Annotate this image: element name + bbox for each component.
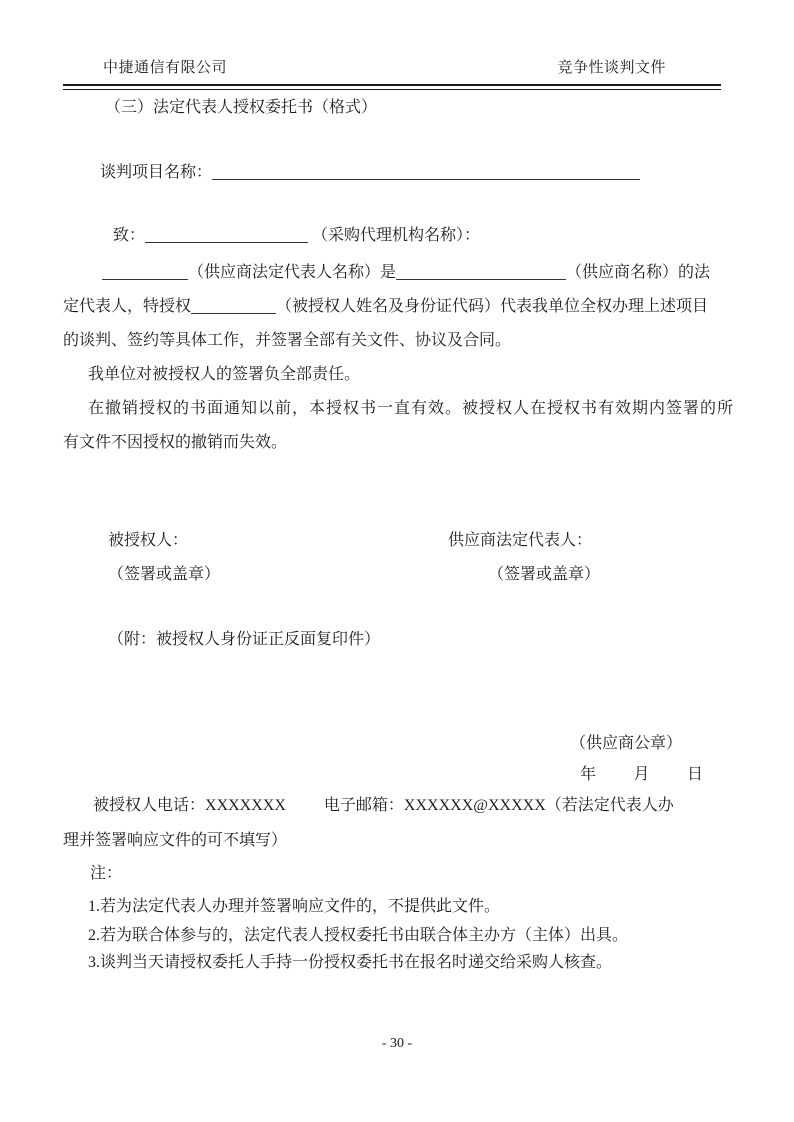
header-rule [63,84,721,90]
project-name-blank [212,163,640,180]
date-month-label: 月 [633,766,650,783]
page-number: - 30 - [381,1036,413,1051]
para1-seg2: （供应商名称）的法 [566,264,711,281]
legal-rep-name-blank [102,263,188,280]
contact-note-part1: （若法定代表人办 [545,797,674,814]
supplier-name-blank [396,263,566,280]
phone-label: 被授权人电话： [93,797,206,814]
legal-rep-label: 供应商法定代表人： [448,532,593,549]
contact-line [93,795,674,817]
email-label: 电子邮箱： [323,797,404,814]
authorization-para-line3: 的谈判、签约等具体工作，并签署全部有关文件、协议及合同。 [63,332,512,349]
notes-label: 注： [90,865,123,882]
sign-or-seal-left: （签署或盖章） [108,566,221,583]
header-doc-type: 竞争性谈判文件 [557,60,666,76]
to-line [113,225,480,247]
note-item-3: 3.谈判当天请授权委托人手持一份授权委托书在报名时递交给采购人核查。 [88,954,613,971]
note-item-2: 2.若为联合体参与的，法定代表人授权委托书由联合体主办方（主体）出具。 [88,927,629,944]
contact-note-part2: 理并签署响应文件的可不填写） [63,832,288,849]
attorney-label: 被授权人： [108,532,189,549]
authorization-para-line1 [102,262,710,284]
project-name-line [100,162,640,184]
validity-para-line2: 有文件不因授权的撤销而失效。 [63,434,288,451]
para1-seg3: 定代表人，特授权 [63,298,192,315]
validity-para-line1: 在撤销授权的书面通知以前，本授权书一直有效。被授权人在授权书有效期内签署的所 [88,400,735,417]
date-day-label: 日 [686,766,703,783]
agency-name-blank [145,226,308,243]
supplier-seal-label: （供应商公章） [570,735,683,752]
responsibility-para: 我单位对被授权人的签署负全部责任。 [88,366,361,383]
date-line [580,764,703,786]
para1-seg4: （被授权人姓名及身份证代码）代表我单位全权办理上述项目 [276,298,709,315]
email-value: XXXXXX@XXXXX [403,797,546,814]
project-name-label: 谈判项目名称： [100,164,213,181]
attachment-note: （附：被授权人身份证正反面复印件） [108,631,381,648]
section-title: （三）法定代表人授权委托书（格式） [105,99,378,116]
para1-seg1: （供应商法定代表人名称）是 [188,264,397,281]
to-prefix: 致： [113,227,146,244]
phone-value: XXXXXXX [205,797,286,814]
authorization-para-line2 [63,296,708,318]
sign-or-seal-right: （签署或盖章） [488,566,601,583]
date-year-label: 年 [580,766,597,783]
attorney-name-blank [191,297,276,314]
header-company: 中捷通信有限公司 [103,60,228,76]
to-suffix: （采购代理机构名称）： [312,227,481,244]
note-item-1: 1.若为法定代表人办理并签署响应文件的，不提供此文件。 [88,898,501,915]
